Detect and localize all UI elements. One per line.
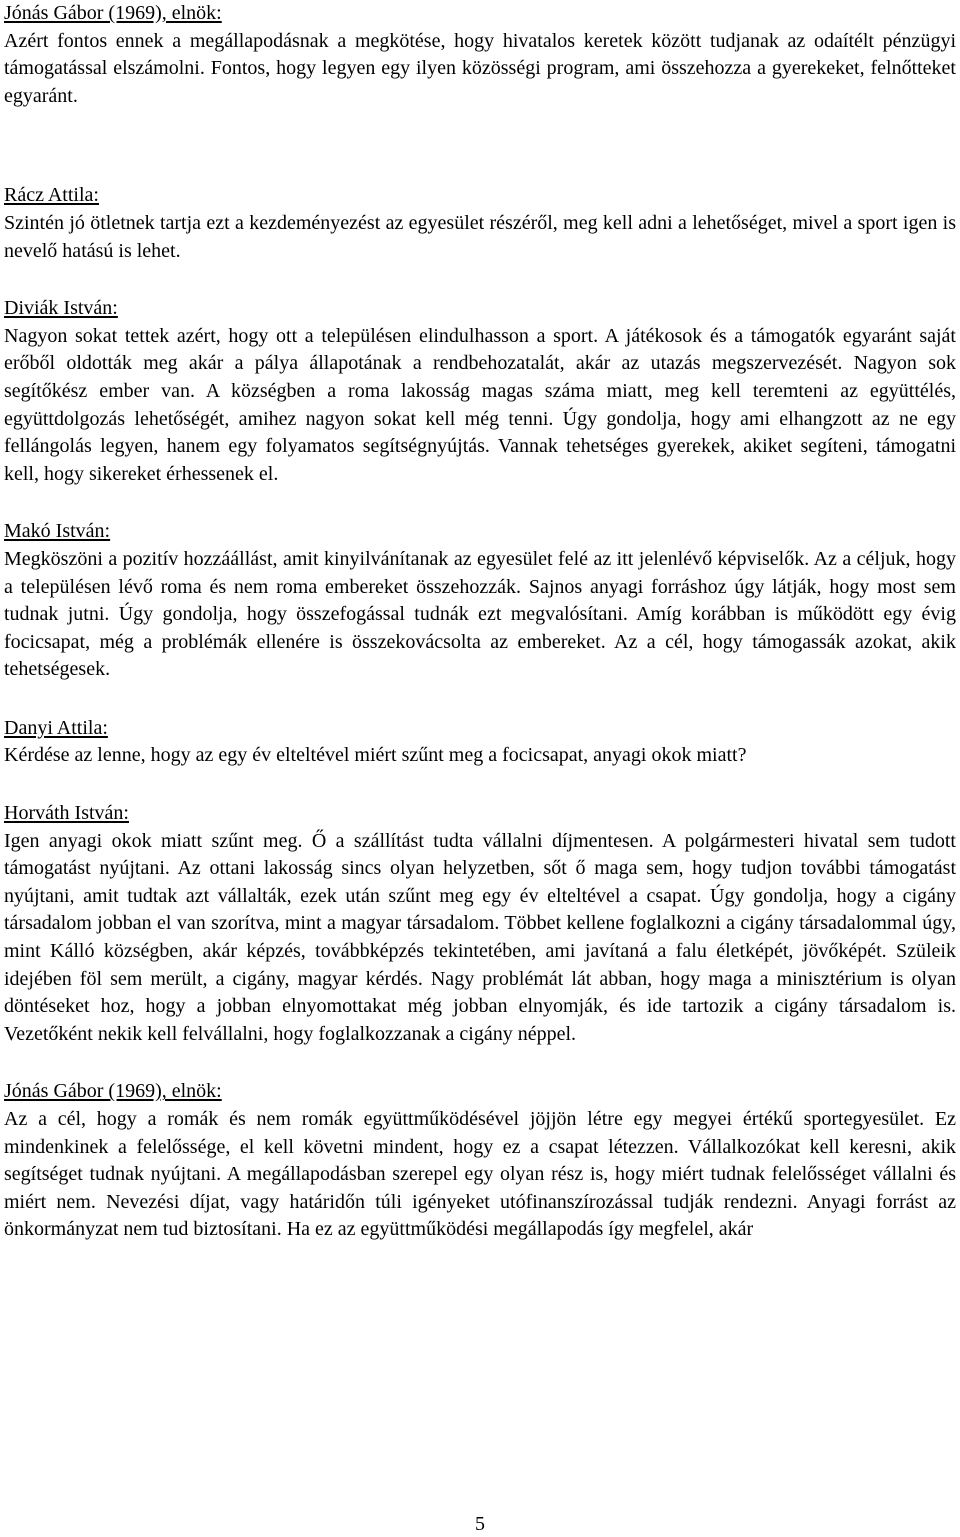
speaker-name: Jónás Gábor (1969), elnök:: [4, 2, 222, 24]
speech-text: Szintén jó ötletnek tartja ezt a kezdeményezést az egyesület részéről, meg kell adni a lehetőséget, mivel a sport igen is nevelő hatású is lehet.: [4, 211, 956, 262]
speech-block: [4, 800, 956, 1048]
speech-block: [4, 715, 956, 770]
speaker-name: Diviák István:: [4, 297, 118, 320]
speech-block: [4, 518, 956, 684]
speech-block: [4, 1078, 956, 1244]
speech-block: [4, 182, 956, 265]
speech-text: Nagyon sokat tettek azért, hogy ott a településen elindulhasson a sport. A játékosok és a támogatók egyaránt saját erőből oldották meg akár a pálya állapotának a rendbehozatalát, akár az utazás megszervezését. Nagyon sok segítőkész ember van. A községben a roma lakosság magas száma miatt, meg kell teremteni az együttélés, együttdolgozás lehetőségét, amihez nagyon sokat kell még tenni. Úgy gondolja, hogy ami elhangzott az ne egy fellángolás legyen, hanem egy folyamatos segítségnyújtás. Vannak tehetséges gyerekek, akiket segíteni, támogatni kell, hogy sikereket érhessenek el.: [4, 324, 956, 485]
speech-text: Azért fontos ennek a megállapodásnak a megkötése, hogy hivatalos keretek között tudjanak az odaítélt pénzügyi támogatással elszámolni. Fontos, hogy legyen egy ilyen közösségi program, ami összehozza a gyerekeket, felnőtteket egyaránt.: [4, 29, 956, 107]
speech-block: [4, 295, 956, 488]
page-number: 5: [475, 1513, 485, 1535]
speaker-name: Jónás Gábor (1969), elnök:: [4, 1080, 222, 1103]
speech-text: Megköszöni a pozitív hozzáállást, amit kinyilvánítanak az egyesület felé az itt jelenlévő képviselők. Az a céljuk, hogy a településen lévő roma és nem roma embereket összehozzák. Sajnos anyagi forráshoz úgy látják, hogy most sem tudnak jutni. Úgy gondolja, hogy összefogással tudnák ezt megvalósítani. Amíg korábban is működött egy évig focicsapat, még a problémák ellenére is összekovácsolta az embereket. Az a cél, hogy támogassák azokat, akik tehetségesek.: [4, 547, 956, 681]
speech-block: [4, 0, 956, 110]
speech-text: Kérdése az lenne, hogy az egy év elteltével miért szűnt meg a focicsapat, anyagi okok miatt?: [4, 744, 747, 767]
speech-text: Igen anyagi okok miatt szűnt meg. Ő a szállítást tudta vállalni díjmentesen. A polgármesteri hivatal sem tudott támogatást nyújtani. Az ottani lakosság sincs olyan helyzetben, sőt ő maga sem, hogy tudjon további támogatást nyújtani, amit tudtak azt vállalták, ezek után szűnt meg egy év elteltével a csapat. Úgy gondolja, hogy a cigány társadalom jobban el van szorítva, mint a magyar társadalom. Többet kellene foglalkozni a cigány társadalommal úgy, mint Kálló községben, akár képzés, továbbképzés tekintetében, ami javítaná a falu életképét, jövőképét. Szüleik idejében föl sem merült, a cigány, magyar kérdés. Nagy problémát lát abban, hogy maga a minisztérium is olyan döntéseket hoz, hogy a jobban elnyomottakat még jobban elnyomják, és ide tartozik a cigány társadalom is. Vezetőként nekik kell felvállalni, hogy foglalkozzanak a cigány néppel.: [4, 829, 956, 1045]
speech-text: Az a cél, hogy a romák és nem romák együttműködésével jöjjön létre egy megyei értékű sportegyesület. Ez mindenkinek a felelőssége, el kell követni mindent, hogy ez a csapat létezzen. Vállalkozókat kell keresni, akik segítséget tudnak nyújtani. A megállapodásban szerepel egy olyan rész is, hogy miért tudnak felelősséget vállalni és miért nem. Nevezési díjat, vagy határidőn túli igényeket utófinanszírozással tudják rendezni. Anyagi forrást az önkormányzat nem tud biztosítani. Ha ez az együttműködési megállapodás így megfelel, akár: [4, 1108, 956, 1241]
speaker-name: Danyi Attila:: [4, 716, 108, 739]
document-page: [4, 0, 956, 1537]
speaker-name: Horváth István:: [4, 802, 129, 825]
speaker-name: Rácz Attila:: [4, 184, 99, 207]
speaker-name: Makó István:: [4, 520, 111, 543]
